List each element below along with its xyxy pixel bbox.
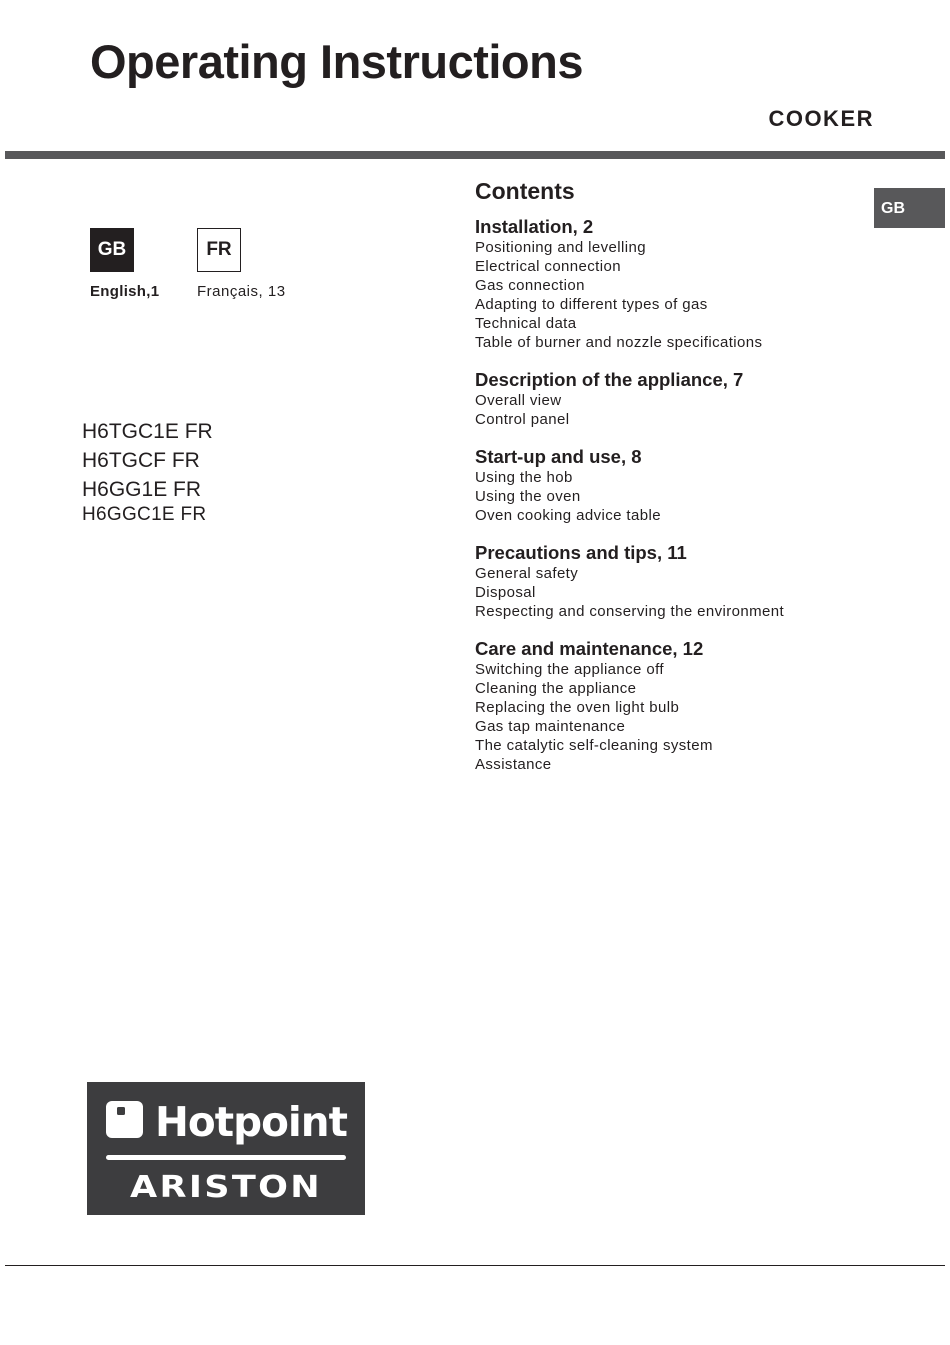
toc-item[interactable]: Disposal bbox=[475, 584, 536, 601]
model-list bbox=[82, 417, 213, 526]
hotpoint-ariston-logo bbox=[87, 1082, 365, 1215]
model-number: H6GG1E FR bbox=[82, 478, 202, 501]
toc-item[interactable]: Switching the appliance off bbox=[475, 661, 664, 678]
logo-rule bbox=[106, 1155, 346, 1160]
language-label-english: English,1 bbox=[90, 283, 160, 300]
toc-section-precautions bbox=[475, 542, 875, 621]
toc-item[interactable]: Electrical connection bbox=[475, 258, 621, 275]
language-badge-fr[interactable]: FR bbox=[197, 228, 241, 272]
toc-item[interactable]: Using the oven bbox=[475, 488, 581, 505]
logo-square-notch bbox=[117, 1107, 125, 1115]
toc-item[interactable]: Respecting and conserving the environment bbox=[475, 603, 785, 620]
toc-section-description bbox=[475, 369, 875, 429]
toc-item[interactable]: Gas tap maintenance bbox=[475, 718, 626, 735]
language-badge-gb[interactable]: GB bbox=[90, 228, 134, 272]
product-type: COOKER bbox=[768, 106, 874, 131]
toc-item[interactable]: Adapting to different types of gas bbox=[475, 296, 708, 313]
toc-section-installation bbox=[475, 216, 875, 352]
toc-item[interactable]: Gas connection bbox=[475, 277, 585, 294]
toc-item[interactable]: Using the hob bbox=[475, 469, 573, 486]
brand-logo bbox=[87, 1082, 365, 1215]
model-number: H6GGC1E FR bbox=[82, 504, 207, 525]
toc-section-heading[interactable]: Precautions and tips, 11 bbox=[475, 542, 687, 563]
toc-item[interactable]: Technical data bbox=[475, 315, 577, 332]
brand-name: Hotpoint bbox=[155, 1098, 348, 1146]
toc-item[interactable]: Cleaning the appliance bbox=[475, 680, 637, 697]
toc-item[interactable]: The catalytic self-cleaning system bbox=[475, 737, 713, 754]
toc-section-heading[interactable]: Installation, 2 bbox=[475, 216, 594, 237]
language-tab: GB bbox=[874, 188, 945, 228]
logo-square-icon bbox=[106, 1101, 143, 1138]
toc-item[interactable]: Assistance bbox=[475, 756, 552, 773]
brand-sub: ARISTON bbox=[130, 1170, 322, 1205]
toc-item[interactable]: Positioning and levelling bbox=[475, 239, 646, 256]
footer-divider bbox=[5, 1265, 945, 1266]
page-title: Operating Instructions bbox=[90, 35, 583, 88]
table-of-contents bbox=[475, 178, 875, 791]
toc-item[interactable]: General safety bbox=[475, 565, 579, 582]
toc-section-heading[interactable]: Care and maintenance, 12 bbox=[475, 638, 704, 659]
language-label-french: Français, 13 bbox=[197, 283, 286, 300]
toc-item[interactable]: Replacing the oven light bulb bbox=[475, 699, 680, 716]
contents-title: Contents bbox=[475, 178, 575, 204]
toc-section-startup bbox=[475, 446, 875, 525]
header-divider bbox=[5, 151, 945, 159]
toc-item[interactable]: Control panel bbox=[475, 411, 570, 428]
toc-item[interactable]: Overall view bbox=[475, 392, 562, 409]
toc-section-care bbox=[475, 638, 875, 774]
toc-section-heading[interactable]: Description of the appliance, 7 bbox=[475, 369, 744, 390]
toc-item[interactable]: Oven cooking advice table bbox=[475, 507, 661, 524]
toc-item[interactable]: Table of burner and nozzle specifications bbox=[475, 334, 763, 351]
toc-section-heading[interactable]: Start-up and use, 8 bbox=[475, 446, 642, 467]
model-number: H6TGCF FR bbox=[82, 449, 200, 472]
model-number: H6TGC1E FR bbox=[82, 420, 213, 443]
